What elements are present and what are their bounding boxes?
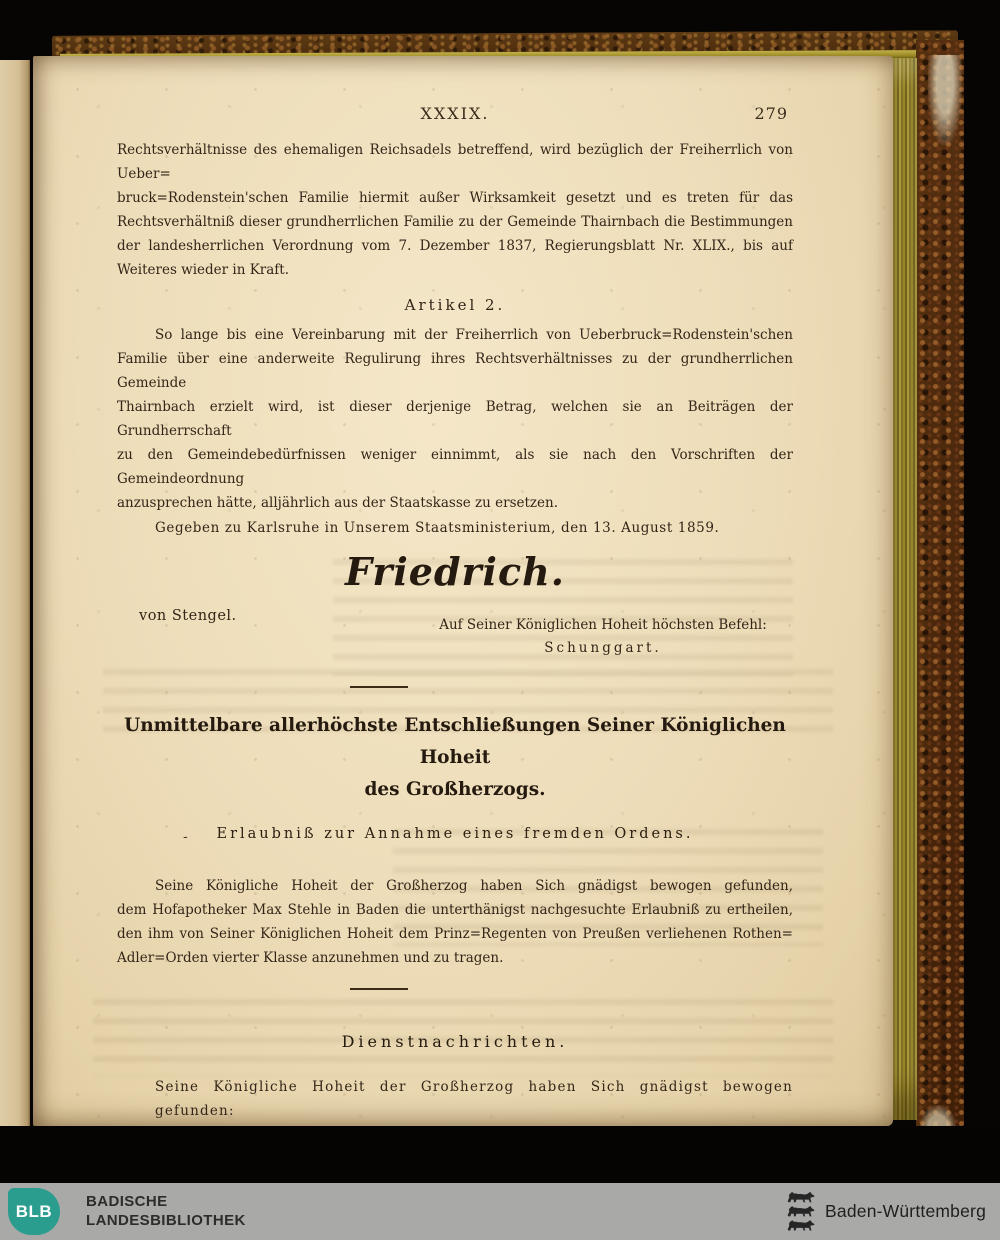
text-line: zu den Gemeindebedürfnissen weniger einnimmt, als sie nach den Vorschriften der Gemeindeordnung [117,447,793,487]
section-heading-line1: Unmittelbare allerhöchste Entschließungen Seiner Königlichen Hoheit [124,715,786,768]
paragraph-order-permission [117,874,793,970]
gilt-page-edges-right [891,58,917,1120]
artikel-2-heading: Artikel 2. [404,296,506,314]
text-line: Adler=Orden vierter Klasse anzunehmen und zu tragen. [117,950,504,966]
text-line: Rechtsverhältnisse des ehemaligen Reichsadels betreffend, wird bezüglich der Freiherrlich von Ueber= [117,142,793,182]
library-name-line1: BADISCHE [86,1193,168,1210]
dienstnachrichten-heading: Dienstnachrichten. [341,1032,569,1051]
library-name-line2: LANDESBIBLIOTHEK [86,1212,246,1229]
subheading-row [117,826,793,850]
section-heading [117,710,793,806]
text-line: anzusprechen hätte, alljährlich aus der Staatskasse zu ersetzen. [117,495,559,511]
baden-wuerttemberg-lions-icon [785,1189,815,1235]
text-line: der landesherrlichen Verordnung vom 7. Dezember 1837, Regierungsblatt Nr. XLIX., bis auf [117,238,793,254]
section-heading-line2: des Großherzogs. [364,779,546,800]
text-line: den ihm von Seiner Königlichen Hoheit dem Prinz=Regenten von Preußen verliehenen Rothen= [117,926,793,942]
countersignature-row [117,602,793,660]
text-line: Weiteres wieder in Kraft. [117,262,289,278]
library-footer-bar [0,1183,1000,1240]
paragraph-rechtsverhaeltnisse [117,138,793,282]
behest-block [417,614,789,660]
state-brand [785,1183,986,1240]
library-name [86,1192,246,1230]
text-line: So lange bis eine Vereinbarung mit der Freiherrlich von Ueberbruck=Rodenstein'schen [155,327,793,343]
text-line: Thairnbach erzielt wird, ist dieser derjenige Betrag, welchen sie an Beiträgen der Grundherrschaft [117,399,793,439]
text-line: Rechtsverhältniß dieser grundherrlichen Familie zu der Gemeinde Thairnbach die Bestimmungen [117,214,793,230]
state-label: Baden-Württemberg [825,1201,986,1221]
text-line: bruck=Rodenstein'schen Familie hiermit außer Wirksamkeit gesetzt und es treten für das [117,190,793,206]
cover-worn-patch-top [928,55,962,145]
paragraph-artikel-2 [117,323,793,540]
behest-line: Auf Seiner Königlichen Hoheit höchsten Befehl: [439,617,767,633]
facing-page-edge [0,60,30,1136]
minister-countersign: von Stengel. [139,608,237,624]
order-permission-subheading: Erlaubniß zur Annahme eines fremden Ordens. [216,826,694,842]
text-line: Seine Königliche Hoheit der Großherzog haben Sich gnädigst bewogen gefunden, [155,878,793,894]
chapter-numeral: XXXIX. [420,104,490,123]
book-cover-right-edge [916,40,964,1140]
blb-logo-label: BLB [15,1201,53,1221]
dateline: Gegeben zu Karlsruhe in Unserem Staatsministerium, den 13. August 1859. [155,520,720,536]
text-line: Seine Königliche Hoheit der Großherzog haben Sich gnädigst bewogen gefunden: [155,1079,793,1119]
running-header [117,104,793,126]
text-line: Familie über eine anderweite Regulirung ihres Rechtsverhältnisses zu der grundherrlichen Gemeinde [117,351,793,391]
scan-background-bottom [0,1126,1000,1184]
page-content [117,104,793,1195]
text-line: dem Hofapotheker Max Stehle in Baden die unterthänigst nachgesuchte Erlaubniß zu ertheilen, [117,902,793,918]
grand-duke-signature: Friedrich. [345,549,565,594]
section-divider [350,988,408,990]
section-divider [350,686,408,688]
official-name: Schunggart. [544,640,662,656]
blb-logo [8,1188,60,1235]
margin-mark: - [183,829,188,845]
document-page [33,56,893,1126]
page-number: 279 [754,104,788,123]
